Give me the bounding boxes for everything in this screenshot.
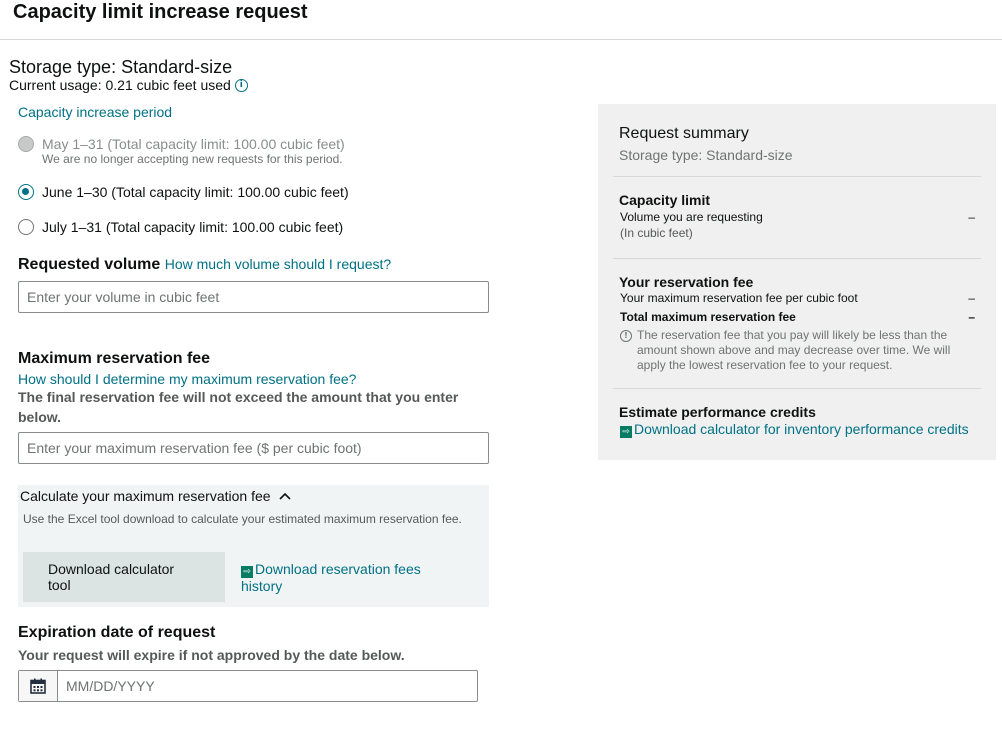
period-option-label[interactable]: July 1–31 (Total capacity limit: 100.00 cubic feet)	[42, 219, 344, 235]
volume-help-link[interactable]: How much volume should I request?	[164, 256, 392, 272]
page-title: Capacity limit increase request	[13, 1, 308, 23]
summary-divider	[613, 258, 981, 259]
radio-may	[18, 136, 34, 152]
storage-type-label: Storage type: Standard-size	[9, 57, 233, 77]
expiration-date-input[interactable]: MM/DD/YYYY	[66, 678, 155, 694]
summary-credits-heading: Estimate performance credits	[619, 404, 816, 420]
summary-total-fee-label: Total maximum reservation fee	[620, 310, 796, 324]
summary-volume-unit-row	[620, 226, 975, 241]
calculator-description: Use the Excel tool download to calculate your estimated maximum reservation fee.	[23, 512, 462, 526]
download-icon: ⇨	[241, 566, 253, 578]
radio-july[interactable]	[18, 219, 34, 235]
calculator-heading[interactable]: Calculate your maximum reservation fee	[20, 488, 271, 504]
expiration-date-field[interactable]	[18, 670, 478, 702]
summary-total-fee-row	[620, 310, 975, 325]
current-usage-text: Current usage: 0.21 cubic feet used	[9, 77, 231, 93]
period-option-june[interactable]	[18, 184, 349, 200]
expiration-heading: Expiration date of request	[18, 624, 216, 641]
summary-volume-row	[620, 210, 975, 225]
capacity-period-label: Capacity increase period	[18, 104, 173, 120]
download-fees-history-link[interactable]	[241, 561, 451, 595]
period-option-note: We are no longer accepting new requests for this period.	[42, 152, 343, 166]
fee-description: The final reservation fee will not exceed the amount that you enter below.	[18, 389, 459, 425]
fee-input[interactable]: Enter your maximum reservation fee ($ per cubic foot)	[18, 432, 489, 464]
summary-storage-type: Storage type: Standard-size	[619, 147, 793, 163]
period-option-may	[18, 136, 345, 166]
expiration-description: Your request will expire if not approved by the date below.	[18, 647, 405, 663]
current-usage	[9, 77, 248, 93]
download-icon: ⇨	[620, 426, 632, 438]
summary-volume-label: Volume you are requesting	[620, 210, 763, 224]
summary-divider	[613, 388, 981, 389]
calendar-button[interactable]	[19, 671, 58, 701]
summary-capacity-heading: Capacity limit	[619, 192, 711, 208]
summary-divider	[613, 176, 981, 177]
summary-volume-unit: (In cubic feet)	[620, 226, 693, 240]
period-option-july[interactable]	[18, 219, 343, 235]
summary-title: Request summary	[619, 125, 749, 142]
fees-history-text[interactable]: Download reservation fees history	[241, 561, 421, 594]
volume-heading-row	[18, 255, 391, 275]
summary-max-fee-row	[620, 291, 975, 306]
volume-input[interactable]: Enter your volume in cubic feet	[18, 281, 489, 313]
radio-june[interactable]	[18, 184, 34, 200]
summary-volume-value: –	[968, 210, 975, 224]
summary-fee-heading: Your reservation fee	[619, 274, 754, 290]
fee-help-link[interactable]: How should I determine my maximum reservation fee?	[18, 371, 357, 387]
summary-fee-note-text: The reservation fee that you pay will likely be less than the amount shown above and may decrease over time. We will apply the lowest reservation fee to your request.	[637, 328, 951, 372]
fee-heading: Maximum reservation fee	[18, 350, 211, 367]
alert-info-icon: !	[620, 330, 632, 342]
summary-fee-note	[620, 328, 980, 373]
calendar-icon[interactable]	[30, 678, 46, 694]
period-option-label[interactable]: June 1–30 (Total capacity limit: 100.00 cubic feet)	[42, 184, 349, 200]
download-calculator-button[interactable]: Download calculator tool	[23, 552, 225, 602]
calculator-toggle[interactable]	[20, 488, 291, 504]
summary-total-fee-value: –	[968, 310, 975, 324]
download-credits-calculator-link[interactable]	[620, 421, 969, 438]
summary-max-fee-label: Your maximum reservation fee per cubic foot	[620, 291, 858, 305]
period-option-label: May 1–31 (Total capacity limit: 100.00 cubic feet)	[42, 136, 345, 152]
title-divider	[0, 39, 1002, 40]
summary-max-fee-value: –	[968, 291, 975, 305]
volume-heading: Requested volume	[18, 256, 161, 273]
credits-link-text[interactable]: Download calculator for inventory performance credits	[634, 421, 969, 437]
info-icon[interactable]: i	[235, 79, 248, 92]
chevron-up-icon[interactable]	[279, 492, 291, 500]
